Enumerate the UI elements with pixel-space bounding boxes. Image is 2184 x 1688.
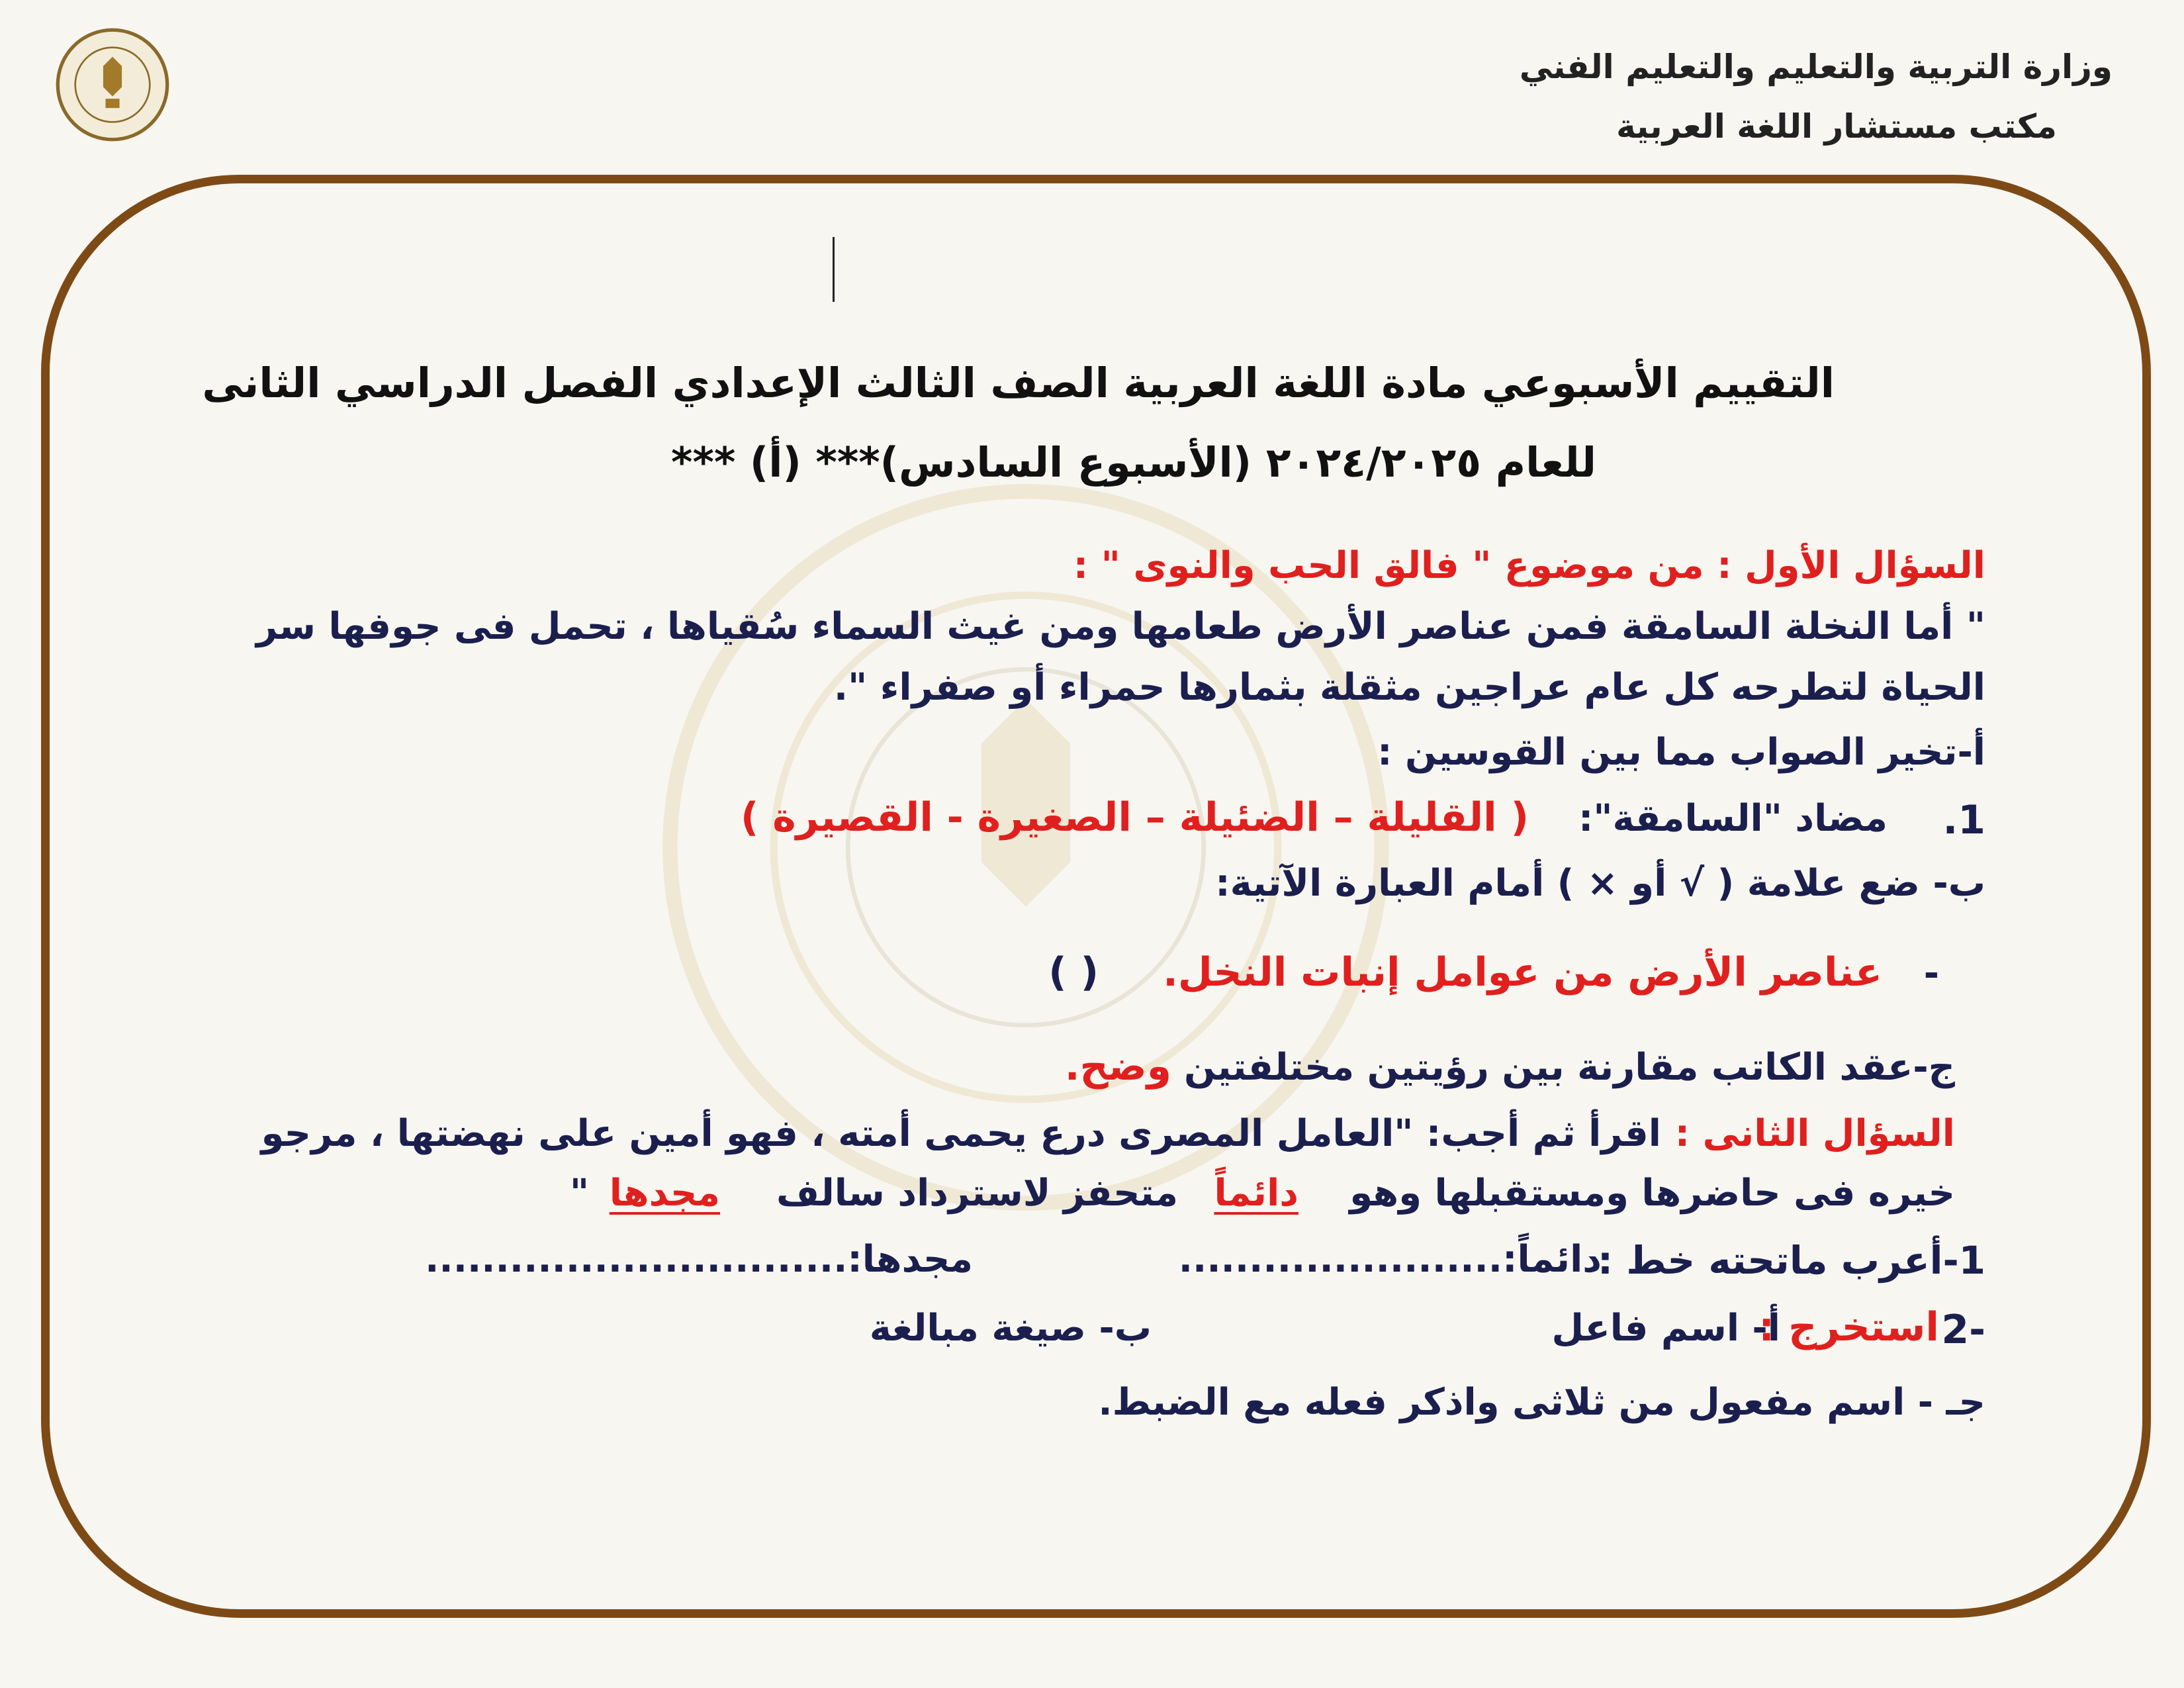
q2-passage-line2-middle: متحفز لاسترداد سالف	[776, 1172, 1178, 1215]
q1-part-c: ج-عقد الكاتب مقارنة بين رؤيتين مختلفتين .	[1157, 1046, 1955, 1089]
q1-statement: عناصر الأرض من عوامل إنبات النخل.	[1163, 949, 1882, 996]
q1-item1-text: مضاد "السامقة":	[1578, 797, 1888, 840]
q1-heading: السؤال الأول : من موضوع " فالق الحب والنوى " :	[1073, 544, 1985, 587]
q2-item1: 1-أعرب ماتحته خط :	[1597, 1238, 1985, 1283]
page-title-line2: للعام ٢٠٢٤/٢٠٢٥ (الأسبوع السادس)*** (أ) ***	[671, 438, 1596, 487]
q2-item2-a: أ- اسم فاعل	[1551, 1307, 1780, 1350]
q1-statement-blank: ( )	[1048, 949, 1099, 996]
q1-part-a: أ-تخير الصواب مما بين القوسين :	[1377, 731, 1985, 774]
office-name: مكتب مستشار اللغة العربية	[1616, 107, 2057, 146]
q2-passage-line1: اقرأ ثم أجب: "العامل المصرى درع يحمى أمته ، فهو أمين على نهضتها ، مرجو	[261, 1112, 1661, 1155]
q2-item1-blank-glory: مجدها:..............................	[425, 1238, 973, 1281]
q1-part-c-instruction: وضح.	[1064, 1043, 1171, 1090]
q2-passage-line2-end: "	[569, 1172, 589, 1215]
q2-underlined-word-glory: مجدها	[609, 1172, 720, 1215]
q2-item2-number: 2-	[1941, 1307, 1985, 1353]
q2-item1-blank-always: دائماً:.......................	[1178, 1238, 1602, 1281]
q1-item1-options: ( القليلة – الضئيلة – الصغيرة - القصيرة )	[740, 794, 1529, 841]
q2-underlined-word-always: دائماً	[1214, 1172, 1298, 1215]
text-cursor	[833, 237, 835, 302]
q1-item1-number: .1	[1942, 797, 1985, 843]
ministry-name: وزارة التربية والتعليم والتعليم الفني	[1519, 48, 2113, 86]
q2-item2-c: جـ - اسم مفعول من ثلاثى واذكر فعله مع الضبط.	[1098, 1381, 1985, 1424]
q2-item2-label: استخرج :	[1758, 1304, 1939, 1350]
ministry-seal-logo-icon	[54, 26, 171, 143]
q1-statement-dash: -	[1923, 952, 1939, 995]
q2-passage-line2-start: خيره فى حاضرها ومستقبلها وهو	[1349, 1172, 1955, 1215]
q1-passage-line1: " أما النخلة السامقة فمن عناصر الأرض طعامها ومن غيث السماء سُقياها ، تحمل فى جوفها سر	[256, 605, 1985, 648]
q2-item2-b: ب- صيغة مبالغة	[869, 1307, 1152, 1350]
page-title-line1: التقييم الأسبوعي مادة اللغة العربية الصف الثالث الإعدادي الفصل الدراسي الثانى	[202, 359, 1835, 407]
q1-part-b: ب- ضع علامة ( √ أو × ) أمام العبارة الآتية:	[1215, 862, 1985, 905]
q2-heading: السؤال الثانى :	[1674, 1112, 1955, 1155]
q1-passage-line2: الحياة لتطرحه كل عام عراجين مثقلة بثمارها حمراء أو صفراء ".	[833, 666, 1985, 709]
